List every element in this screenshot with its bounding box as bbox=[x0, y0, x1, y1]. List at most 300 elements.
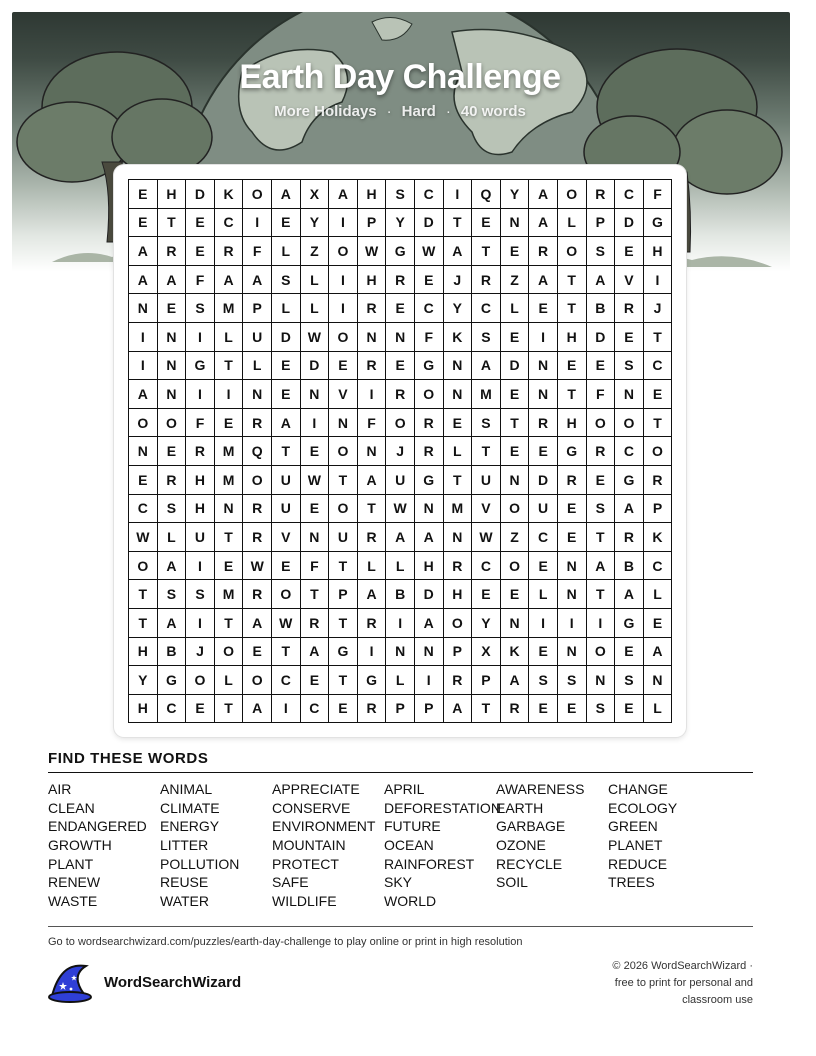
grid-cell[interactable]: N bbox=[158, 352, 187, 381]
grid-cell[interactable]: W bbox=[129, 523, 158, 552]
grid-cell[interactable]: K bbox=[644, 523, 673, 552]
grid-cell[interactable]: N bbox=[129, 294, 158, 323]
grid-cell[interactable]: W bbox=[272, 609, 301, 638]
grid-cell[interactable]: E bbox=[243, 638, 272, 667]
grid-cell[interactable]: S bbox=[158, 495, 187, 524]
grid-cell[interactable]: A bbox=[129, 237, 158, 266]
grid-cell[interactable]: G bbox=[186, 352, 215, 381]
grid-cell[interactable]: N bbox=[501, 466, 530, 495]
grid-cell[interactable]: U bbox=[186, 523, 215, 552]
grid-cell[interactable]: T bbox=[129, 580, 158, 609]
grid-cell[interactable]: R bbox=[386, 380, 415, 409]
grid-cell[interactable]: T bbox=[272, 437, 301, 466]
grid-cell[interactable]: T bbox=[472, 237, 501, 266]
grid-cell[interactable]: N bbox=[358, 437, 387, 466]
grid-cell[interactable]: A bbox=[615, 495, 644, 524]
grid-cell[interactable]: Z bbox=[501, 523, 530, 552]
grid-cell[interactable]: O bbox=[587, 409, 616, 438]
grid-cell[interactable]: E bbox=[472, 580, 501, 609]
grid-cell[interactable]: S bbox=[615, 352, 644, 381]
grid-cell[interactable]: T bbox=[501, 409, 530, 438]
grid-cell[interactable]: Y bbox=[501, 180, 530, 209]
grid-cell[interactable]: I bbox=[272, 695, 301, 724]
grid-cell[interactable]: E bbox=[501, 237, 530, 266]
grid-cell[interactable]: F bbox=[358, 409, 387, 438]
grid-cell[interactable]: N bbox=[329, 409, 358, 438]
grid-cell[interactable]: G bbox=[615, 466, 644, 495]
grid-cell[interactable]: L bbox=[215, 666, 244, 695]
grid-cell[interactable]: L bbox=[243, 352, 272, 381]
grid-cell[interactable]: L bbox=[301, 294, 330, 323]
grid-cell[interactable]: W bbox=[472, 523, 501, 552]
grid-cell[interactable]: S bbox=[472, 409, 501, 438]
grid-cell[interactable]: G bbox=[615, 609, 644, 638]
grid-cell[interactable]: R bbox=[501, 695, 530, 724]
grid-cell[interactable]: R bbox=[615, 523, 644, 552]
grid-cell[interactable]: R bbox=[186, 437, 215, 466]
grid-cell[interactable]: L bbox=[386, 552, 415, 581]
grid-cell[interactable]: N bbox=[587, 666, 616, 695]
grid-cell[interactable]: I bbox=[329, 266, 358, 295]
grid-cell[interactable]: L bbox=[386, 666, 415, 695]
grid-cell[interactable]: T bbox=[272, 638, 301, 667]
grid-cell[interactable]: E bbox=[501, 437, 530, 466]
play-online-link[interactable]: Go to wordsearchwizard.com/puzzles/earth-day-challenge to play online or print in high resolution bbox=[48, 936, 523, 948]
grid-cell[interactable]: I bbox=[529, 323, 558, 352]
grid-cell[interactable]: E bbox=[615, 323, 644, 352]
grid-cell[interactable]: E bbox=[529, 638, 558, 667]
grid-cell[interactable]: J bbox=[644, 294, 673, 323]
grid-cell[interactable]: H bbox=[358, 266, 387, 295]
grid-cell[interactable]: A bbox=[129, 380, 158, 409]
grid-cell[interactable]: R bbox=[644, 466, 673, 495]
grid-cell[interactable]: I bbox=[215, 380, 244, 409]
grid-cell[interactable]: A bbox=[472, 352, 501, 381]
grid-cell[interactable]: G bbox=[415, 466, 444, 495]
grid-cell[interactable]: E bbox=[644, 380, 673, 409]
grid-cell[interactable]: L bbox=[501, 294, 530, 323]
grid-cell[interactable]: M bbox=[472, 380, 501, 409]
grid-cell[interactable]: I bbox=[644, 266, 673, 295]
grid-cell[interactable]: W bbox=[243, 552, 272, 581]
grid-cell[interactable]: B bbox=[587, 294, 616, 323]
grid-cell[interactable]: T bbox=[358, 495, 387, 524]
grid-cell[interactable]: R bbox=[243, 409, 272, 438]
grid-cell[interactable]: I bbox=[558, 609, 587, 638]
grid-cell[interactable]: L bbox=[558, 209, 587, 238]
grid-cell[interactable]: N bbox=[444, 352, 473, 381]
grid-cell[interactable]: P bbox=[644, 495, 673, 524]
grid-cell[interactable]: E bbox=[587, 466, 616, 495]
grid-cell[interactable]: F bbox=[644, 180, 673, 209]
grid-cell[interactable]: E bbox=[329, 352, 358, 381]
grid-cell[interactable]: J bbox=[386, 437, 415, 466]
grid-cell[interactable]: I bbox=[301, 409, 330, 438]
grid-cell[interactable]: N bbox=[529, 380, 558, 409]
grid-cell[interactable]: K bbox=[215, 180, 244, 209]
grid-cell[interactable]: E bbox=[129, 180, 158, 209]
grid-cell[interactable]: N bbox=[415, 638, 444, 667]
grid-cell[interactable]: L bbox=[272, 294, 301, 323]
grid-cell[interactable]: M bbox=[215, 580, 244, 609]
grid-cell[interactable]: I bbox=[386, 609, 415, 638]
grid-cell[interactable]: I bbox=[129, 352, 158, 381]
grid-cell[interactable]: A bbox=[501, 666, 530, 695]
grid-cell[interactable]: T bbox=[644, 323, 673, 352]
grid-cell[interactable]: O bbox=[587, 638, 616, 667]
grid-cell[interactable]: A bbox=[158, 609, 187, 638]
grid-cell[interactable]: O bbox=[272, 580, 301, 609]
grid-cell[interactable]: E bbox=[529, 437, 558, 466]
grid-cell[interactable]: A bbox=[415, 523, 444, 552]
grid-cell[interactable]: A bbox=[587, 552, 616, 581]
grid-cell[interactable]: R bbox=[615, 294, 644, 323]
grid-cell[interactable]: T bbox=[444, 209, 473, 238]
grid-cell[interactable]: B bbox=[386, 580, 415, 609]
grid-cell[interactable]: I bbox=[529, 609, 558, 638]
grid-cell[interactable]: E bbox=[501, 323, 530, 352]
grid-cell[interactable]: O bbox=[329, 323, 358, 352]
grid-cell[interactable]: Q bbox=[243, 437, 272, 466]
grid-cell[interactable]: D bbox=[415, 209, 444, 238]
grid-cell[interactable]: A bbox=[158, 552, 187, 581]
grid-cell[interactable]: T bbox=[472, 695, 501, 724]
grid-cell[interactable]: F bbox=[243, 237, 272, 266]
grid-cell[interactable]: T bbox=[329, 609, 358, 638]
grid-cell[interactable]: A bbox=[644, 638, 673, 667]
grid-cell[interactable]: E bbox=[615, 638, 644, 667]
grid-cell[interactable]: S bbox=[158, 580, 187, 609]
grid-cell[interactable]: C bbox=[644, 352, 673, 381]
grid-cell[interactable]: E bbox=[186, 695, 215, 724]
grid-cell[interactable]: W bbox=[301, 323, 330, 352]
grid-cell[interactable]: N bbox=[301, 523, 330, 552]
grid-cell[interactable]: A bbox=[215, 266, 244, 295]
grid-cell[interactable]: I bbox=[587, 609, 616, 638]
letter-grid[interactable] bbox=[128, 179, 672, 723]
grid-cell[interactable]: R bbox=[529, 409, 558, 438]
grid-cell[interactable]: T bbox=[558, 266, 587, 295]
grid-cell[interactable]: R bbox=[358, 523, 387, 552]
grid-cell[interactable]: R bbox=[158, 466, 187, 495]
grid-cell[interactable]: Q bbox=[472, 180, 501, 209]
grid-cell[interactable]: W bbox=[386, 495, 415, 524]
grid-cell[interactable]: N bbox=[158, 323, 187, 352]
grid-cell[interactable]: L bbox=[158, 523, 187, 552]
grid-cell[interactable]: E bbox=[587, 352, 616, 381]
grid-cell[interactable]: F bbox=[301, 552, 330, 581]
brand-name[interactable]: WordSearchWizard bbox=[104, 974, 242, 991]
grid-cell[interactable]: E bbox=[186, 209, 215, 238]
grid-cell[interactable]: T bbox=[158, 209, 187, 238]
grid-cell[interactable]: T bbox=[215, 523, 244, 552]
grid-cell[interactable]: O bbox=[329, 437, 358, 466]
grid-cell[interactable]: E bbox=[529, 695, 558, 724]
grid-cell[interactable]: E bbox=[615, 695, 644, 724]
grid-cell[interactable]: E bbox=[215, 409, 244, 438]
grid-cell[interactable]: R bbox=[358, 294, 387, 323]
grid-cell[interactable]: S bbox=[587, 237, 616, 266]
grid-cell[interactable]: R bbox=[472, 266, 501, 295]
grid-cell[interactable]: G bbox=[644, 209, 673, 238]
grid-cell[interactable]: V bbox=[615, 266, 644, 295]
grid-cell[interactable]: P bbox=[587, 209, 616, 238]
grid-cell[interactable]: Y bbox=[301, 209, 330, 238]
grid-cell[interactable]: R bbox=[386, 266, 415, 295]
grid-cell[interactable]: E bbox=[272, 552, 301, 581]
grid-cell[interactable]: A bbox=[243, 695, 272, 724]
grid-cell[interactable]: L bbox=[215, 323, 244, 352]
grid-cell[interactable]: R bbox=[358, 609, 387, 638]
grid-cell[interactable]: E bbox=[444, 409, 473, 438]
grid-cell[interactable]: I bbox=[186, 609, 215, 638]
grid-cell[interactable]: E bbox=[329, 695, 358, 724]
grid-cell[interactable]: O bbox=[243, 666, 272, 695]
grid-cell[interactable]: S bbox=[272, 266, 301, 295]
grid-cell[interactable]: N bbox=[444, 380, 473, 409]
grid-cell[interactable]: U bbox=[272, 466, 301, 495]
grid-cell[interactable]: R bbox=[587, 180, 616, 209]
grid-cell[interactable]: N bbox=[386, 638, 415, 667]
grid-cell[interactable]: P bbox=[386, 695, 415, 724]
grid-cell[interactable]: J bbox=[186, 638, 215, 667]
grid-cell[interactable]: E bbox=[501, 580, 530, 609]
grid-cell[interactable]: R bbox=[558, 466, 587, 495]
grid-cell[interactable]: F bbox=[415, 323, 444, 352]
grid-cell[interactable]: A bbox=[243, 609, 272, 638]
grid-cell[interactable]: W bbox=[415, 237, 444, 266]
grid-cell[interactable]: N bbox=[558, 580, 587, 609]
grid-cell[interactable]: O bbox=[129, 409, 158, 438]
grid-cell[interactable]: U bbox=[243, 323, 272, 352]
grid-cell[interactable]: E bbox=[558, 495, 587, 524]
grid-cell[interactable]: E bbox=[386, 294, 415, 323]
grid-cell[interactable]: P bbox=[444, 638, 473, 667]
grid-cell[interactable]: J bbox=[444, 266, 473, 295]
grid-cell[interactable]: O bbox=[329, 495, 358, 524]
grid-cell[interactable]: R bbox=[444, 552, 473, 581]
grid-cell[interactable]: C bbox=[644, 552, 673, 581]
grid-cell[interactable]: P bbox=[472, 666, 501, 695]
grid-cell[interactable]: T bbox=[215, 352, 244, 381]
grid-cell[interactable]: W bbox=[358, 237, 387, 266]
grid-cell[interactable]: N bbox=[129, 437, 158, 466]
grid-cell[interactable]: Y bbox=[472, 609, 501, 638]
grid-cell[interactable]: T bbox=[558, 380, 587, 409]
grid-cell[interactable]: G bbox=[358, 666, 387, 695]
grid-cell[interactable]: H bbox=[158, 180, 187, 209]
grid-cell[interactable]: C bbox=[272, 666, 301, 695]
grid-cell[interactable]: E bbox=[272, 209, 301, 238]
grid-cell[interactable]: I bbox=[415, 666, 444, 695]
grid-cell[interactable]: H bbox=[558, 409, 587, 438]
grid-cell[interactable]: U bbox=[329, 523, 358, 552]
grid-cell[interactable]: O bbox=[558, 180, 587, 209]
grid-cell[interactable]: H bbox=[558, 323, 587, 352]
grid-cell[interactable]: N bbox=[158, 380, 187, 409]
grid-cell[interactable]: K bbox=[501, 638, 530, 667]
grid-cell[interactable]: A bbox=[529, 266, 558, 295]
grid-cell[interactable]: Z bbox=[301, 237, 330, 266]
grid-cell[interactable]: L bbox=[529, 580, 558, 609]
grid-cell[interactable]: C bbox=[158, 695, 187, 724]
grid-cell[interactable]: N bbox=[358, 323, 387, 352]
grid-cell[interactable]: E bbox=[301, 495, 330, 524]
grid-cell[interactable]: D bbox=[186, 180, 215, 209]
grid-cell[interactable]: E bbox=[129, 209, 158, 238]
grid-cell[interactable]: A bbox=[158, 266, 187, 295]
grid-cell[interactable]: E bbox=[615, 237, 644, 266]
grid-cell[interactable]: R bbox=[444, 666, 473, 695]
grid-cell[interactable]: O bbox=[415, 380, 444, 409]
grid-cell[interactable]: G bbox=[329, 638, 358, 667]
grid-cell[interactable]: N bbox=[444, 523, 473, 552]
grid-cell[interactable]: O bbox=[243, 180, 272, 209]
grid-cell[interactable]: A bbox=[587, 266, 616, 295]
grid-cell[interactable]: R bbox=[415, 409, 444, 438]
grid-cell[interactable]: Y bbox=[444, 294, 473, 323]
grid-cell[interactable]: F bbox=[186, 409, 215, 438]
grid-cell[interactable]: V bbox=[272, 523, 301, 552]
grid-cell[interactable]: L bbox=[301, 266, 330, 295]
grid-cell[interactable]: D bbox=[529, 466, 558, 495]
grid-cell[interactable]: G bbox=[415, 352, 444, 381]
grid-cell[interactable]: O bbox=[215, 638, 244, 667]
grid-cell[interactable]: C bbox=[129, 495, 158, 524]
grid-cell[interactable]: O bbox=[644, 437, 673, 466]
grid-cell[interactable]: S bbox=[186, 580, 215, 609]
grid-cell[interactable]: E bbox=[158, 294, 187, 323]
grid-cell[interactable]: M bbox=[215, 466, 244, 495]
grid-cell[interactable]: U bbox=[472, 466, 501, 495]
grid-cell[interactable]: A bbox=[444, 695, 473, 724]
grid-cell[interactable]: E bbox=[644, 609, 673, 638]
grid-cell[interactable]: L bbox=[272, 237, 301, 266]
grid-cell[interactable]: R bbox=[358, 352, 387, 381]
grid-cell[interactable]: T bbox=[644, 409, 673, 438]
grid-cell[interactable]: N bbox=[615, 380, 644, 409]
grid-cell[interactable]: D bbox=[272, 323, 301, 352]
grid-cell[interactable]: F bbox=[186, 266, 215, 295]
grid-cell[interactable]: E bbox=[215, 552, 244, 581]
grid-cell[interactable]: N bbox=[415, 495, 444, 524]
grid-cell[interactable]: L bbox=[644, 695, 673, 724]
grid-cell[interactable]: L bbox=[644, 580, 673, 609]
grid-cell[interactable]: N bbox=[243, 380, 272, 409]
grid-cell[interactable]: S bbox=[386, 180, 415, 209]
grid-cell[interactable]: O bbox=[386, 409, 415, 438]
grid-cell[interactable]: B bbox=[158, 638, 187, 667]
grid-cell[interactable]: I bbox=[186, 323, 215, 352]
grid-cell[interactable]: E bbox=[272, 380, 301, 409]
grid-cell[interactable]: S bbox=[472, 323, 501, 352]
grid-cell[interactable]: X bbox=[472, 638, 501, 667]
grid-cell[interactable]: I bbox=[129, 323, 158, 352]
grid-cell[interactable]: E bbox=[386, 352, 415, 381]
grid-cell[interactable]: S bbox=[615, 666, 644, 695]
grid-cell[interactable]: A bbox=[386, 523, 415, 552]
grid-cell[interactable]: L bbox=[358, 552, 387, 581]
grid-cell[interactable]: D bbox=[615, 209, 644, 238]
grid-cell[interactable]: C bbox=[472, 294, 501, 323]
grid-cell[interactable]: T bbox=[129, 609, 158, 638]
grid-cell[interactable]: C bbox=[415, 294, 444, 323]
grid-cell[interactable]: O bbox=[501, 552, 530, 581]
grid-cell[interactable]: A bbox=[329, 180, 358, 209]
grid-cell[interactable]: E bbox=[558, 523, 587, 552]
grid-cell[interactable]: D bbox=[301, 352, 330, 381]
grid-cell[interactable]: T bbox=[215, 609, 244, 638]
grid-cell[interactable]: T bbox=[215, 695, 244, 724]
grid-cell[interactable]: E bbox=[186, 237, 215, 266]
grid-cell[interactable]: C bbox=[529, 523, 558, 552]
grid-cell[interactable]: G bbox=[158, 666, 187, 695]
grid-cell[interactable]: A bbox=[615, 580, 644, 609]
grid-cell[interactable]: H bbox=[129, 638, 158, 667]
grid-cell[interactable]: S bbox=[587, 495, 616, 524]
grid-cell[interactable]: I bbox=[358, 380, 387, 409]
grid-cell[interactable]: H bbox=[415, 552, 444, 581]
grid-cell[interactable]: R bbox=[243, 580, 272, 609]
grid-cell[interactable]: L bbox=[444, 437, 473, 466]
grid-cell[interactable]: Z bbox=[501, 266, 530, 295]
grid-cell[interactable]: C bbox=[215, 209, 244, 238]
grid-cell[interactable]: N bbox=[558, 638, 587, 667]
grid-cell[interactable]: E bbox=[501, 380, 530, 409]
grid-cell[interactable]: I bbox=[186, 380, 215, 409]
grid-cell[interactable]: T bbox=[301, 580, 330, 609]
grid-cell[interactable]: A bbox=[444, 237, 473, 266]
grid-cell[interactable]: H bbox=[644, 237, 673, 266]
grid-cell[interactable]: O bbox=[186, 666, 215, 695]
grid-cell[interactable]: R bbox=[301, 609, 330, 638]
grid-cell[interactable]: A bbox=[243, 266, 272, 295]
grid-cell[interactable]: X bbox=[301, 180, 330, 209]
grid-cell[interactable]: A bbox=[529, 209, 558, 238]
grid-cell[interactable]: N bbox=[644, 666, 673, 695]
grid-cell[interactable]: R bbox=[243, 523, 272, 552]
grid-cell[interactable]: C bbox=[415, 180, 444, 209]
grid-cell[interactable]: N bbox=[386, 323, 415, 352]
grid-cell[interactable]: M bbox=[444, 495, 473, 524]
grid-cell[interactable]: V bbox=[472, 495, 501, 524]
grid-cell[interactable]: C bbox=[615, 437, 644, 466]
grid-cell[interactable]: S bbox=[186, 294, 215, 323]
grid-cell[interactable]: P bbox=[243, 294, 272, 323]
grid-cell[interactable]: U bbox=[272, 495, 301, 524]
grid-cell[interactable]: G bbox=[386, 237, 415, 266]
grid-cell[interactable]: E bbox=[129, 466, 158, 495]
grid-cell[interactable]: O bbox=[501, 495, 530, 524]
grid-cell[interactable]: E bbox=[301, 666, 330, 695]
grid-cell[interactable]: O bbox=[444, 609, 473, 638]
grid-cell[interactable]: R bbox=[358, 695, 387, 724]
grid-cell[interactable]: A bbox=[301, 638, 330, 667]
grid-cell[interactable]: R bbox=[587, 437, 616, 466]
grid-cell[interactable]: M bbox=[215, 437, 244, 466]
grid-cell[interactable]: A bbox=[272, 409, 301, 438]
wizard-hat-icon[interactable] bbox=[46, 962, 94, 1004]
grid-cell[interactable]: R bbox=[529, 237, 558, 266]
grid-cell[interactable]: O bbox=[329, 237, 358, 266]
grid-cell[interactable]: A bbox=[272, 180, 301, 209]
grid-cell[interactable]: N bbox=[215, 495, 244, 524]
grid-cell[interactable]: E bbox=[415, 266, 444, 295]
grid-cell[interactable]: D bbox=[587, 323, 616, 352]
grid-cell[interactable]: R bbox=[158, 237, 187, 266]
grid-cell[interactable]: C bbox=[301, 695, 330, 724]
grid-cell[interactable]: O bbox=[615, 409, 644, 438]
